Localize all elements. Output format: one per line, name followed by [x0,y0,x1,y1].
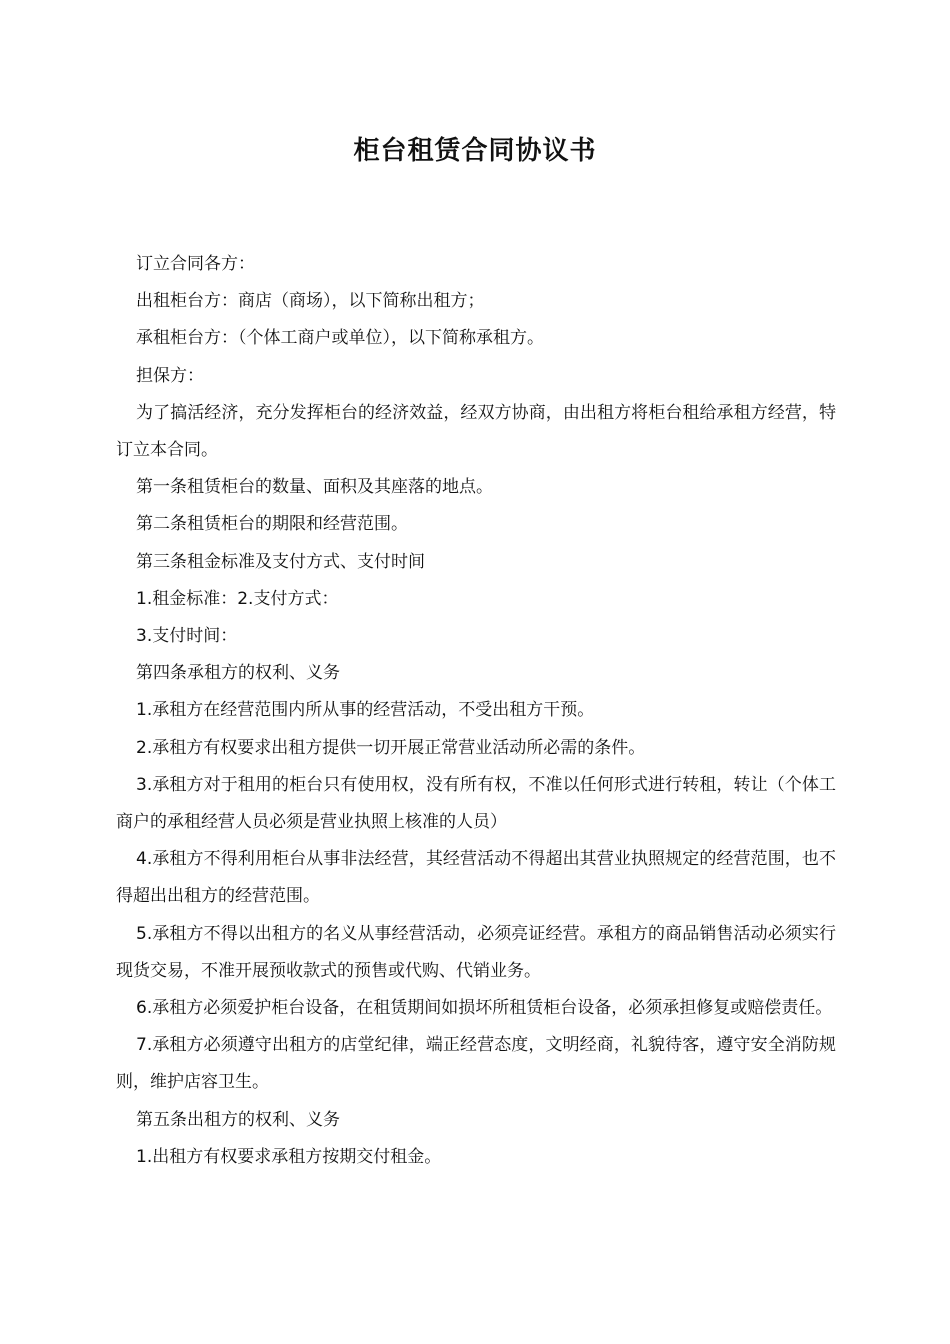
paragraph-lessor: 出租柜台方：商店（商场），以下简称出租方； [136,291,485,312]
paragraph-article-4-item-2: 2.承租方有权要求出租方提供一切开展正常营业活动所必需的条件。 [136,737,646,758]
paragraph-article-3-item-1-2: 1.租金标准：2.支付方式： [136,588,339,609]
paragraph-lessee: 承租柜台方：（个体工商户或单位），以下简称承租方。 [136,328,544,349]
paragraph-article-4-item-1: 1.承租方在经营范围内所从事的经营活动，不受出租方干预。 [136,700,595,721]
paragraph-article-5-item-1: 1.出租方有权要求承租方按期交付租金。 [136,1146,442,1167]
paragraph-preamble: 为了搞活经济，充分发挥柜台的经济效益，经双方协商，由出租方将柜台租给承租方经营，特订立本合同。 [116,402,836,461]
paragraph-article-4-item-5: 5.承租方不得以出租方的名义从事经营活动，必须亮证经营。承租方的商品销售活动必须实行现货交易，不准开展预收款式的预售或代购、代销业务。 [116,923,836,981]
paragraph-guarantor: 担保方： [136,365,204,386]
paragraph-article-1: 第一条租赁柜台的数量、面积及其座落的地点。 [136,477,493,498]
document-body [116,246,836,1176]
paragraph-article-5: 第五条出租方的权利、义务 [136,1109,340,1130]
paragraph-article-4-item-4: 4.承租方不得利用柜台从事非法经营，其经营活动不得超出其营业执照规定的经营范围，也不得超出出租方的经营范围。 [116,849,836,907]
paragraph-article-2: 第二条租赁柜台的期限和经营范围。 [136,514,408,535]
paragraph-article-4-item-6: 6.承租方必须爱护柜台设备，在租赁期间如损坏所租赁柜台设备，必须承担修复或赔偿责任。 [136,998,833,1019]
paragraph-article-4-item-3: 3.承租方对于租用的柜台只有使用权，没有所有权，不准以任何形式进行转租，转让（个体工商户的承租经营人员必须是营业执照上核准的人员） [116,774,836,833]
paragraph-article-3-item-3: 3.支付时间： [136,626,238,647]
paragraph-parties-heading: 订立合同各方： [136,254,255,274]
paragraph-article-3: 第三条租金标准及支付方式、支付时间 [136,551,425,572]
document-title: 柜台租赁合同协议书 [353,136,597,166]
paragraph-article-4: 第四条承租方的权利、义务 [136,663,340,684]
paragraph-article-4-item-7: 7.承租方必须遵守出租方的店堂纪律，端正经营态度，文明经商，礼貌待客，遵守安全消防规则，维护店容卫生。 [116,1035,836,1093]
